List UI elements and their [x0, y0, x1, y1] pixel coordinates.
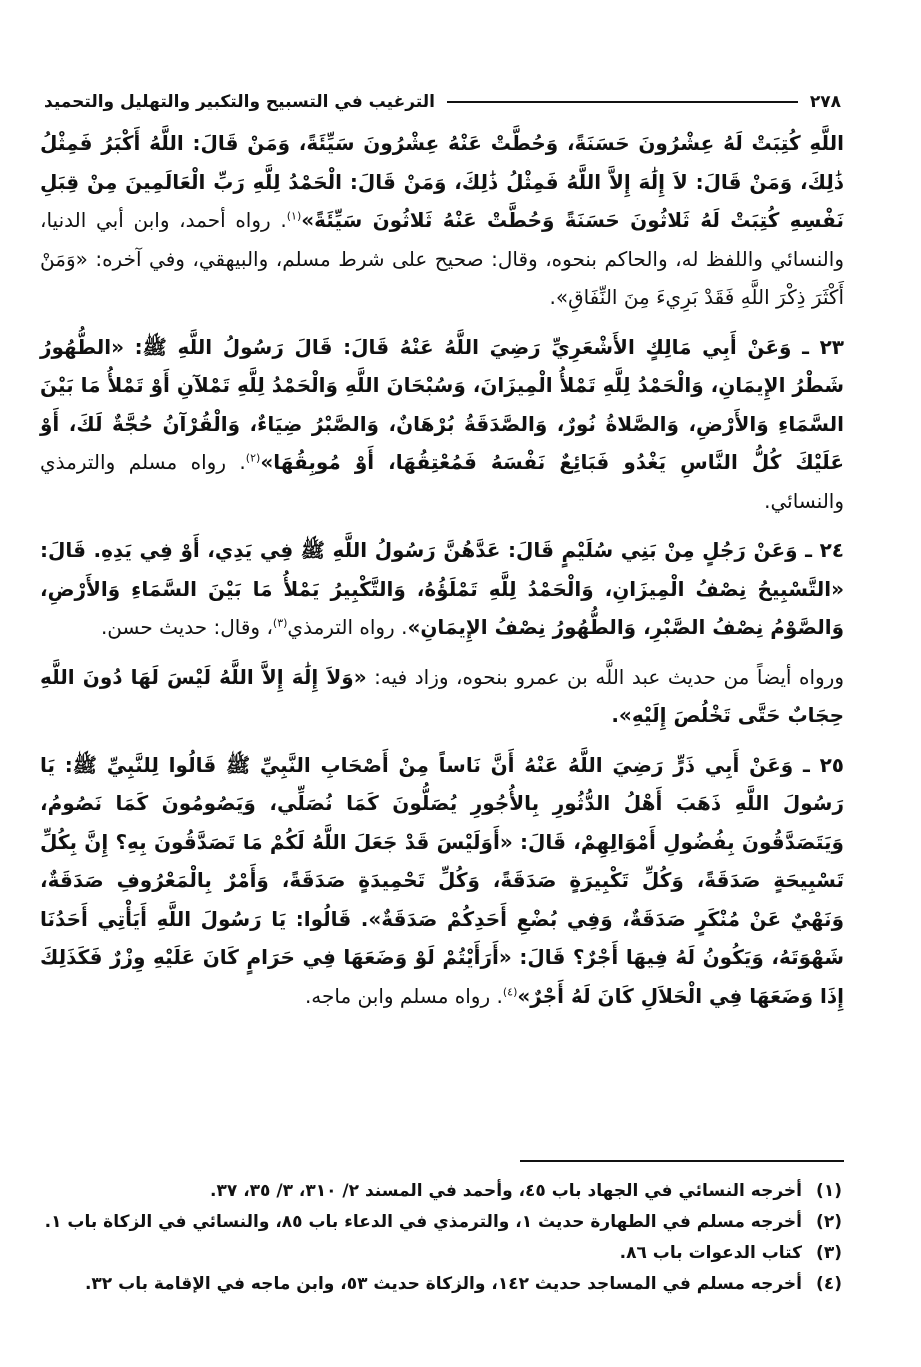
- footnote-item: [40, 1207, 842, 1238]
- commentary: . رواه مسلم والترمذي والنسائي.: [40, 450, 844, 513]
- footnote-ref: (٢): [245, 451, 261, 465]
- commentary: . رواه الترمذي: [287, 615, 408, 639]
- hadith-text: ٢٣ ـ وَعَنْ أَبِي مَالِكٍ الأَشْعَرِيِّ رَضِيَ اللَّهُ عَنْهُ قَالَ: قَالَ رَسُولُ اللَّهِ ﷺ: «الطُّهُورُ شَطْرُ الإِيمَانِ، وَالْحَمْدُ لِلَّهِ تَمْلأُ الْمِيزَانَ، وَسُبْحَانَ اللَّهِ وَالْحَمْدُ لِلَّهِ تَمْلآنِ أَوْ تَمْلأُ مَا بَيْنَ السَّمَاءِ وَالأَرْضِ، وَالصَّلاةُ نُورٌ، وَالصَّدَقَةُ بُرْهَانٌ، وَالصَّبْرُ ضِيَاءٌ، وَالْقُرْآنُ حُجَّةٌ لَكَ، أَوْ عَلَيْكَ كُلُّ النَّاسِ يَغْدُو فَبَائِعٌ نَفْسَهُ فَمُعْتِقُهَا، أَوْ مُوبِقُهَا»: [40, 334, 845, 474]
- commentary: ، وقال: حديث حسن.: [100, 615, 273, 639]
- running-header: [44, 90, 841, 114]
- footnote-text: أخرجه مسلم في الطهارة حديث ١، والترمذي في الدعاء باب ٨٥، والنسائي في الزكاة باب ١.: [44, 1212, 802, 1232]
- footnote-item: [40, 1269, 842, 1300]
- paragraph-hadith-23: [40, 328, 844, 521]
- commentary: ورواه أيضاً من حديث عبد اللَّه بن عمرو بنحوه، وزاد فيه:: [374, 664, 844, 689]
- commentary: . رواه أحمد، وابن أبي الدنيا، والنسائي واللفظ له، والحاكم بنحوه، وقال: صحيح على شرط مسلم، والبيهقي، وفي آخره: «وَمَنْ أَكْثَرَ ذِكْرَ اللَّهِ فَقَدْ بَرِيءَ مِنَ النِّفَاقِ».: [40, 208, 844, 309]
- hadith-text: ٢٥ ـ وَعَنْ أَبِي ذَرٍّ رَضِيَ اللَّهُ عَنْهُ أَنَّ نَاساً مِنْ أَصْحَابِ النَّبِيِّ ﷺ قَالُوا لِلنَّبِيِّ ﷺ: يَا رَسُولَ اللَّهِ ذَهَبَ أَهْلُ الدُّثُورِ بِالأُجُورِ يُصَلُّونَ كَمَا نُصَلِّي، وَيَصُومُونَ كَمَا نَصُومُ، وَيَتَصَدَّقُونَ بِفُضُولِ أَمْوَالِهِمْ، قَالَ: «أَوَلَيْسَ قَدْ جَعَلَ اللَّهُ لَكُمْ مَا تَصَدَّقُونَ بِهِ؟ إِنَّ بِكُلِّ تَسْبِيحَةٍ صَدَقَةً، وَكُلِّ تَكْبِيرَةٍ صَدَقَةً، وَكُلِّ تَحْمِيدَةٍ صَدَقَةً، وَأَمْرٌ بِالْمَعْرُوفِ صَدَقَةٌ، وَنَهْيٌ عَنْ مُنْكَرٍ صَدَقَةٌ، وَفِي بُضْعِ أَحَدِكُمْ صَدَقَةٌ». قَالُوا: يَا رَسُولَ اللَّهِ أَيَأْتِي أَحَدُنَا شَهْوَتَهُ، وَيَكُونُ لَهُ فِيهَا أَجْرٌ؟ قَالَ: «أَرَأَيْتُمْ لَوْ وَضَعَهَا فِي حَرَامٍ كَانَ عَلَيْهِ وِزْرٌ فَكَذَلِكَ إِذَا وَضَعَهَا فِي الْحَلاَلِ كَانَ لَهُ أَجْرٌ»: [40, 752, 844, 1008]
- hadith-text: «وَلاَ إِلَٰهَ إِلاَّ اللَّهُ لَيْسَ لَهَا دُونَ اللَّهِ حِجَابٌ حَتَّى تَخْلُصَ إِلَيْهِ».: [40, 664, 844, 727]
- footnote-item: [40, 1176, 842, 1207]
- footnote-separator: [520, 1160, 844, 1162]
- running-title: الترغيب في التسبيح والتكبير والتهليل والتحميد: [44, 92, 435, 112]
- hadith-text: ٢٤ ـ وَعَنْ رَجُلٍ مِنْ بَنِي سُلَيْمٍ قَالَ: عَدَّهُنَّ رَسُولُ اللَّهِ ﷺ فِي يَدِي، أَوْ فِي يَدِهِ. قَالَ: «التَّسْبِيحُ نِصْفُ الْمِيزَانِ، وَالْحَمْدُ لِلَّهِ تَمْلَؤُهُ، وَالتَّكْبِيرُ يَمْلأُ مَا بَيْنَ السَّمَاءِ وَالأَرْضِ، وَالصَّوْمُ نِصْفُ الصَّبْرِ، وَالطُّهُورُ نِصْفُ الإِيمَانِ»: [40, 538, 844, 639]
- paragraph-hadith-25: [40, 746, 844, 1016]
- footnote-ref: (٤): [502, 984, 518, 998]
- paragraph-additional-narration: [40, 658, 844, 735]
- footnote-number: (١): [816, 1181, 842, 1201]
- footnotes: [40, 1176, 842, 1300]
- main-text: [40, 124, 844, 1026]
- paragraph-1: [40, 124, 844, 317]
- footnote-number: (٣): [816, 1243, 842, 1263]
- footnote-number: (٢): [816, 1212, 842, 1232]
- footnote-number: (٤): [816, 1274, 842, 1294]
- paragraph-hadith-24: [40, 531, 844, 647]
- footnote-text: كتاب الدعوات باب ٨٦.: [619, 1243, 802, 1263]
- commentary: . رواه مسلم وابن ماجه.: [304, 983, 503, 1008]
- page-number: ٢٧٨: [809, 92, 841, 112]
- footnote-ref: (٣): [272, 616, 288, 630]
- footnote-item: [40, 1238, 842, 1269]
- footnote-text: أخرجه النسائي في الجهاد باب ٤٥، وأحمد في المسند ٢/ ٣١٠، ٣/ ٣٥، ٣٧.: [210, 1181, 802, 1201]
- footnote-text: أخرجه مسلم في المساجد حديث ١٤٢، والزكاة حديث ٥٣، وابن ماجه في الإقامة باب ٣٢.: [84, 1274, 802, 1294]
- header-rule: [447, 101, 798, 103]
- hadith-text: اللَّهِ كُتِبَتْ لَهُ عِشْرُونَ حَسَنَةً، وَحُطَّتْ عَنْهُ عِشْرُونَ سَيِّئَةً، وَمَنْ قَالَ: اللَّهُ أَكْبَرُ فَمِثْلُ ذَٰلِكَ، وَمَنْ قَالَ: لاَ إِلَٰهَ إِلاَّ اللَّهُ فَمِثْلُ ذَٰلِكَ، وَمَنْ قَالَ: الْحَمْدُ لِلَّهِ رَبِّ الْعَالَمِينَ مِنْ قِبَلِ نَفْسِهِ كُتِبَتْ لَهُ ثَلاثُونَ حَسَنَةً وَحُطَّتْ عَنْهُ ثَلاثُونَ سَيِّئَةً»: [40, 131, 845, 232]
- footnote-ref: (١): [286, 209, 302, 223]
